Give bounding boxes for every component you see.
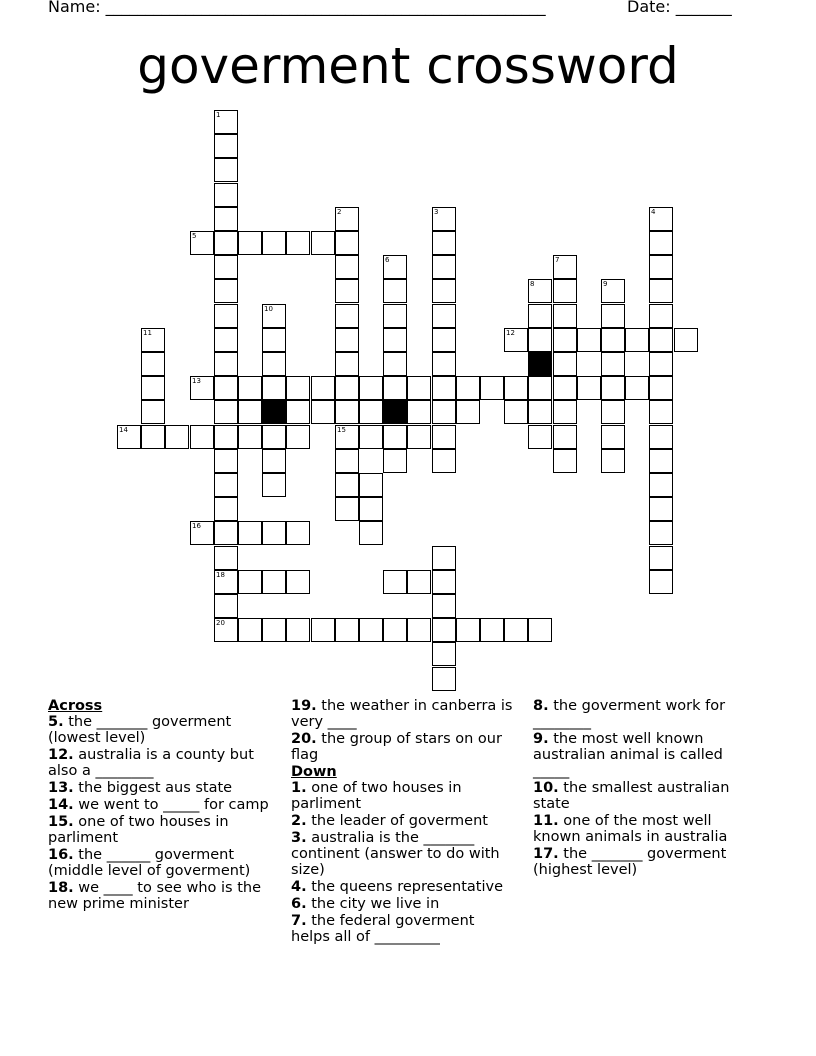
clue-across-12: 12. australia is a county but also a ________ — [48, 747, 254, 779]
grid-cell[interactable] — [359, 473, 383, 497]
black-cell — [383, 400, 407, 424]
grid-cell[interactable] — [553, 255, 577, 279]
grid-cell[interactable] — [383, 618, 407, 642]
grid-cell[interactable] — [601, 279, 625, 303]
page-title: goverment crossword — [137, 37, 679, 95]
clue-number: 11 — [143, 329, 152, 337]
grid-cell[interactable] — [238, 376, 262, 400]
grid-cell[interactable] — [432, 618, 456, 642]
grid-cell[interactable] — [262, 521, 286, 545]
grid-cell[interactable] — [432, 570, 456, 594]
grid-cell[interactable] — [311, 376, 335, 400]
grid-cell[interactable] — [359, 497, 383, 521]
grid-cell[interactable] — [649, 304, 673, 328]
clue-number: 16 — [192, 522, 201, 530]
clue-across-16: 16. the ______ goverment (middle level of goverment) — [48, 847, 251, 879]
black-cell — [528, 352, 552, 376]
grid-cell[interactable] — [262, 425, 286, 449]
clue-down-7: 7. the federal goverment helps all of _________ — [291, 913, 475, 945]
grid-cell[interactable] — [432, 594, 456, 618]
grid-cell[interactable] — [528, 328, 552, 352]
grid-cell[interactable] — [214, 279, 238, 303]
grid-cell[interactable] — [262, 618, 286, 642]
grid-cell[interactable] — [432, 255, 456, 279]
grid-cell[interactable] — [553, 328, 577, 352]
grid-cell[interactable] — [335, 449, 359, 473]
clue-number: 7 — [555, 256, 560, 264]
grid-cell[interactable] — [383, 255, 407, 279]
grid-cell[interactable] — [383, 304, 407, 328]
grid-cell[interactable] — [601, 328, 625, 352]
grid-cell[interactable] — [407, 570, 431, 594]
grid-cell[interactable] — [432, 425, 456, 449]
clue-down-3: 3. australia is the _______ continent (answer to do with size) — [291, 830, 500, 878]
grid-cell[interactable] — [649, 570, 673, 594]
grid-cell[interactable] — [335, 279, 359, 303]
name-field-label: Name: _______________________________________________________ — [48, 0, 546, 16]
grid-cell[interactable] — [383, 279, 407, 303]
clue-number: 18 — [216, 571, 225, 579]
grid-cell[interactable] — [383, 376, 407, 400]
grid-cell[interactable] — [383, 425, 407, 449]
grid-cell[interactable] — [214, 618, 238, 642]
grid-cell[interactable] — [335, 328, 359, 352]
grid-cell[interactable] — [214, 400, 238, 424]
grid-cell[interactable] — [504, 400, 528, 424]
down-heading: Down — [291, 764, 337, 780]
grid-cell[interactable] — [214, 352, 238, 376]
grid-cell[interactable] — [190, 425, 214, 449]
grid-cell[interactable] — [190, 376, 214, 400]
grid-cell[interactable] — [383, 449, 407, 473]
grid-cell[interactable] — [335, 255, 359, 279]
grid-cell[interactable] — [286, 400, 310, 424]
grid-cell[interactable] — [577, 376, 601, 400]
clue-across-5: 5. the _______ goverment (lowest level) — [48, 714, 232, 746]
grid-cell[interactable] — [480, 376, 504, 400]
grid-cell[interactable] — [214, 449, 238, 473]
grid-cell[interactable] — [456, 400, 480, 424]
grid-cell[interactable] — [335, 304, 359, 328]
grid-cell[interactable] — [649, 449, 673, 473]
grid-cell[interactable] — [432, 279, 456, 303]
grid-cell[interactable] — [649, 425, 673, 449]
grid-cell[interactable] — [601, 449, 625, 473]
grid-cell[interactable] — [649, 352, 673, 376]
clue-column-1 — [48, 698, 270, 913]
clue-across-15: 15. one of two houses in parliment — [48, 814, 229, 846]
grid-cell[interactable] — [528, 376, 552, 400]
grid-cell[interactable] — [262, 328, 286, 352]
grid-cell[interactable] — [528, 279, 552, 303]
grid-cell[interactable] — [262, 570, 286, 594]
clue-number: 15 — [337, 426, 346, 434]
grid-cell[interactable] — [214, 134, 238, 158]
grid-cell[interactable] — [190, 521, 214, 545]
clue-number: 3 — [434, 208, 439, 216]
clue-down-17: 17. the _______ goverment (highest level) — [533, 846, 727, 878]
grid-cell[interactable] — [214, 110, 238, 134]
clue-across-20: 20. the group of stars on our flag — [291, 731, 502, 763]
grid-cell[interactable] — [432, 376, 456, 400]
clue-number: 2 — [337, 208, 342, 216]
grid-cell[interactable] — [601, 352, 625, 376]
grid-cell[interactable] — [214, 594, 238, 618]
grid-cell[interactable] — [649, 546, 673, 570]
grid-cell[interactable] — [359, 618, 383, 642]
grid-cell[interactable] — [141, 376, 165, 400]
clue-number: 10 — [264, 305, 273, 313]
grid-cell[interactable] — [286, 425, 310, 449]
grid-cell[interactable] — [553, 449, 577, 473]
clue-down-10: 10. the smallest australian state — [533, 780, 730, 812]
grid-cell[interactable] — [141, 352, 165, 376]
clue-column-2 — [291, 698, 513, 946]
grid-cell[interactable] — [456, 376, 480, 400]
clue-across-14: 14. we went to _____ for camp — [48, 797, 269, 813]
grid-cell[interactable] — [262, 304, 286, 328]
grid-cell[interactable] — [432, 207, 456, 231]
grid-cell[interactable] — [528, 618, 552, 642]
grid-cell[interactable] — [214, 304, 238, 328]
grid-cell[interactable] — [432, 304, 456, 328]
clue-across-19: 19. the weather in canberra is very ____ — [291, 698, 513, 730]
grid-cell[interactable] — [359, 425, 383, 449]
clue-number: 8 — [530, 280, 535, 288]
across-heading: Across — [48, 698, 103, 714]
clue-number: 5 — [192, 232, 197, 240]
grid-cell[interactable] — [383, 570, 407, 594]
clue-down-8: 8. the goverment work for ________ — [533, 698, 726, 730]
clue-number: 4 — [651, 208, 656, 216]
grid-cell[interactable] — [117, 425, 141, 449]
grid-cell[interactable] — [238, 425, 262, 449]
grid-cell[interactable] — [359, 376, 383, 400]
grid-cell[interactable] — [649, 400, 673, 424]
grid-cell[interactable] — [335, 497, 359, 521]
grid-cell[interactable] — [311, 618, 335, 642]
grid-cell[interactable] — [311, 231, 335, 255]
grid-cell[interactable] — [214, 376, 238, 400]
grid-cell[interactable] — [553, 425, 577, 449]
grid-cell[interactable] — [649, 279, 673, 303]
grid-cell[interactable] — [649, 207, 673, 231]
grid-cell[interactable] — [335, 425, 359, 449]
grid-cell[interactable] — [504, 376, 528, 400]
grid-cell[interactable] — [335, 618, 359, 642]
grid-cell[interactable] — [286, 231, 310, 255]
grid-cell[interactable] — [335, 376, 359, 400]
grid-cell[interactable] — [407, 376, 431, 400]
grid-cell[interactable] — [214, 231, 238, 255]
grid-cell[interactable] — [141, 328, 165, 352]
grid-cell[interactable] — [286, 521, 310, 545]
grid-cell[interactable] — [190, 231, 214, 255]
clue-down-9: 9. the most well known australian animal is called _____ — [533, 731, 723, 779]
grid-cell[interactable] — [262, 231, 286, 255]
grid-cell[interactable] — [335, 352, 359, 376]
clue-number: 1 — [216, 111, 221, 119]
grid-cell[interactable] — [456, 618, 480, 642]
grid-cell[interactable] — [432, 667, 456, 691]
grid-cell[interactable] — [601, 400, 625, 424]
grid-cell[interactable] — [432, 352, 456, 376]
grid-cell[interactable] — [649, 521, 673, 545]
grid-cell[interactable] — [335, 231, 359, 255]
clue-number: 9 — [603, 280, 608, 288]
grid-cell[interactable] — [141, 400, 165, 424]
clue-number: 13 — [192, 377, 201, 385]
grid-cell[interactable] — [214, 158, 238, 182]
grid-cell[interactable] — [432, 642, 456, 666]
clue-down-6: 6. the city we live in — [291, 896, 440, 912]
grid-cell[interactable] — [262, 473, 286, 497]
grid-cell[interactable] — [238, 521, 262, 545]
grid-cell[interactable] — [432, 231, 456, 255]
grid-cell[interactable] — [214, 570, 238, 594]
grid-cell[interactable] — [262, 449, 286, 473]
grid-cell[interactable] — [432, 400, 456, 424]
grid-cell[interactable] — [359, 400, 383, 424]
grid-cell[interactable] — [214, 183, 238, 207]
grid-cell[interactable] — [238, 400, 262, 424]
grid-cell[interactable] — [214, 425, 238, 449]
grid-cell[interactable] — [432, 546, 456, 570]
grid-cell[interactable] — [601, 304, 625, 328]
grid-cell[interactable] — [214, 497, 238, 521]
grid-cell[interactable] — [649, 473, 673, 497]
black-cell — [262, 400, 286, 424]
grid-cell[interactable] — [649, 376, 673, 400]
grid-cell[interactable] — [359, 521, 383, 545]
grid-cell[interactable] — [262, 376, 286, 400]
grid-cell[interactable] — [286, 376, 310, 400]
grid-cell[interactable] — [238, 231, 262, 255]
grid-cell[interactable] — [432, 328, 456, 352]
grid-cell[interactable] — [625, 328, 649, 352]
grid-cell[interactable] — [674, 328, 698, 352]
grid-cell[interactable] — [649, 255, 673, 279]
clue-column-3 — [533, 698, 761, 879]
grid-cell[interactable] — [238, 570, 262, 594]
clue-across-18: 18. we ____ to see who is the new prime minister — [48, 880, 261, 912]
grid-cell[interactable] — [504, 328, 528, 352]
grid-cell[interactable] — [383, 352, 407, 376]
clue-number: 14 — [119, 426, 128, 434]
grid-cell[interactable] — [553, 400, 577, 424]
grid-cell[interactable] — [649, 497, 673, 521]
grid-cell[interactable] — [601, 425, 625, 449]
grid-cell[interactable] — [165, 425, 189, 449]
grid-cell[interactable] — [407, 400, 431, 424]
clue-across-13: 13. the biggest aus state — [48, 780, 233, 796]
grid-cell[interactable] — [214, 473, 238, 497]
clue-down-1: 1. one of two houses in parliment — [291, 780, 462, 812]
grid-cell[interactable] — [577, 328, 601, 352]
grid-cell[interactable] — [141, 425, 165, 449]
grid-cell[interactable] — [214, 255, 238, 279]
clue-number: 20 — [216, 619, 225, 627]
grid-cell[interactable] — [214, 207, 238, 231]
grid-cell[interactable] — [625, 376, 649, 400]
grid-cell[interactable] — [504, 618, 528, 642]
grid-cell[interactable] — [286, 618, 310, 642]
grid-cell[interactable] — [214, 521, 238, 545]
grid-cell[interactable] — [528, 400, 552, 424]
grid-cell[interactable] — [553, 352, 577, 376]
grid-cell[interactable] — [383, 328, 407, 352]
clue-down-4: 4. the queens representative — [291, 879, 503, 895]
grid-cell[interactable] — [311, 400, 335, 424]
clue-down-2: 2. the leader of goverment — [291, 813, 488, 829]
grid-cell[interactable] — [335, 473, 359, 497]
grid-cell[interactable] — [553, 376, 577, 400]
clue-number: 6 — [385, 256, 390, 264]
date-field-label: Date: _______ — [627, 0, 732, 16]
grid-cell[interactable] — [214, 328, 238, 352]
grid-cell[interactable] — [528, 304, 552, 328]
grid-cell[interactable] — [407, 425, 431, 449]
grid-cell[interactable] — [262, 352, 286, 376]
grid-cell[interactable] — [553, 279, 577, 303]
grid-cell[interactable] — [286, 570, 310, 594]
grid-cell[interactable] — [528, 425, 552, 449]
grid-cell[interactable] — [480, 618, 504, 642]
grid-cell[interactable] — [553, 304, 577, 328]
grid-cell[interactable] — [407, 618, 431, 642]
grid-cell[interactable] — [432, 449, 456, 473]
grid-cell[interactable] — [214, 546, 238, 570]
clue-number: 12 — [506, 329, 515, 337]
grid-cell[interactable] — [335, 207, 359, 231]
grid-cell[interactable] — [649, 231, 673, 255]
grid-cell[interactable] — [601, 376, 625, 400]
clue-down-11: 11. one of the most well known animals in australia — [533, 813, 728, 845]
grid-cell[interactable] — [649, 328, 673, 352]
grid-cell[interactable] — [335, 400, 359, 424]
grid-cell[interactable] — [238, 618, 262, 642]
